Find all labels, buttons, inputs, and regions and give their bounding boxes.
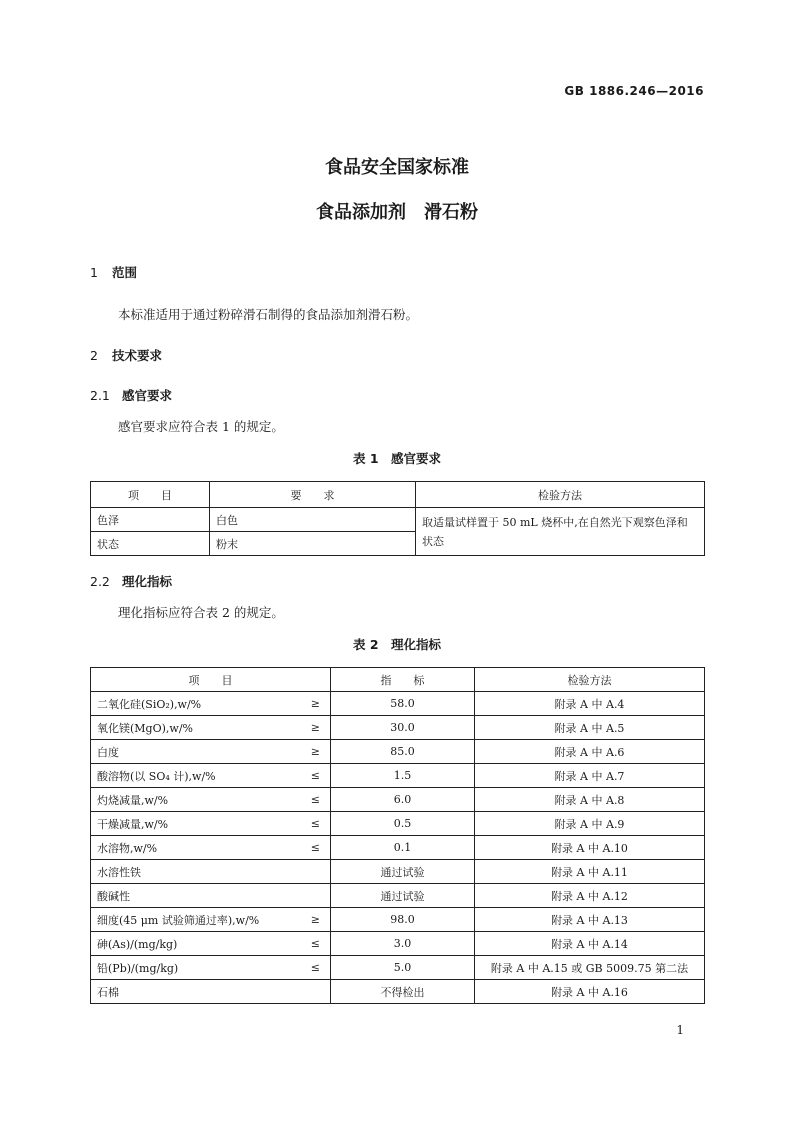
item-cell: [91, 860, 331, 884]
item-name: 氧化镁(MgO),w/%: [97, 721, 193, 735]
section-2-1-text: 感官要求应符合表 1 的规定。: [118, 419, 284, 434]
table-2-caption: 表 2 理化指标: [352, 637, 442, 652]
table-row: [91, 884, 705, 908]
indicator-value-cell: 6.0: [331, 788, 475, 812]
table-row: [91, 932, 705, 956]
table-row: [91, 788, 705, 812]
item-cell: [91, 740, 331, 764]
physicochemical-indicators-table: [90, 667, 705, 1004]
table-row: [91, 956, 705, 980]
item-name: 灼烧减量,w/%: [97, 793, 169, 807]
section-1-heading: [90, 263, 137, 281]
document-title: 食品安全国家标准: [325, 157, 469, 178]
section-number: 2.1: [90, 388, 110, 403]
test-method-cell: 附录 A 中 A.13: [475, 908, 705, 932]
comparison-sign: ≤: [310, 841, 320, 854]
item-name: 砷(As)/(mg/kg): [97, 937, 178, 951]
section-2-heading: [90, 346, 162, 364]
item-name: 水溶性铁: [97, 865, 141, 879]
comparison-sign: ≥: [310, 697, 320, 710]
item-cell: [91, 932, 331, 956]
item-name: 干燥减量,w/%: [97, 817, 169, 831]
test-method-cell: 附录 A 中 A.5: [475, 716, 705, 740]
indicator-value-cell: 85.0: [331, 740, 475, 764]
item-name: 二氧化硅(SiO₂),w/%: [97, 697, 202, 711]
section-title: 感官要求: [122, 388, 173, 403]
test-method-cell: 附录 A 中 A.15 或 GB 5009.75 第二法: [475, 956, 705, 980]
method-cell: 取适量试样置于 50 mL 烧杯中,在自然光下观察色泽和状态: [416, 508, 705, 556]
item-cell: [91, 836, 331, 860]
column-header: 检验方法: [475, 668, 705, 692]
test-method-cell: 附录 A 中 A.12: [475, 884, 705, 908]
table-row: [91, 836, 705, 860]
item-name: 石棉: [97, 985, 119, 999]
column-header: 项 目: [91, 668, 331, 692]
test-method-cell: 附录 A 中 A.11: [475, 860, 705, 884]
item-name: 白度: [97, 745, 119, 759]
item-name: 酸碱性: [97, 889, 130, 903]
table-row: [91, 692, 705, 716]
item-cell: [91, 956, 331, 980]
column-header: 指 标: [331, 668, 475, 692]
table-row: [91, 812, 705, 836]
test-method-cell: 附录 A 中 A.8: [475, 788, 705, 812]
item-name: 细度(45 μm 试验筛通过率),w/%: [97, 913, 260, 927]
section-1-text: 本标准适用于通过粉碎滑石制得的食品添加剂滑石粉。: [118, 307, 419, 322]
comparison-sign: ≤: [310, 961, 320, 974]
table-1-caption: 表 1 感官要求: [352, 451, 442, 466]
table-row: [91, 508, 705, 532]
requirement-cell: 白色: [210, 508, 416, 532]
table-row: [91, 764, 705, 788]
table-row: [91, 716, 705, 740]
item-name: 铅(Pb)/(mg/kg): [97, 961, 179, 975]
test-method-cell: 附录 A 中 A.4: [475, 692, 705, 716]
test-method-cell: 附录 A 中 A.16: [475, 980, 705, 1004]
indicator-value-cell: 不得检出: [331, 980, 475, 1004]
section-number: 1: [90, 265, 98, 280]
table-row: [91, 740, 705, 764]
section-2-2-heading: [90, 572, 172, 590]
section-title: 技术要求: [112, 348, 163, 363]
section-number: 2.2: [90, 574, 110, 589]
document-subtitle: 食品添加剂 滑石粉: [316, 202, 478, 223]
comparison-sign: ≤: [310, 769, 320, 782]
standard-code: GB 1886.246—2016: [564, 84, 704, 98]
sensory-requirements-table: [90, 481, 705, 556]
section-2-2-text: 理化指标应符合表 2 的规定。: [118, 605, 284, 620]
item-cell: [91, 812, 331, 836]
column-header: 检验方法: [416, 482, 705, 508]
item-name: 酸溶物(以 SO₄ 计),w/%: [97, 769, 216, 783]
test-method-cell: 附录 A 中 A.7: [475, 764, 705, 788]
column-header: 项 目: [91, 482, 210, 508]
item-cell: [91, 788, 331, 812]
table-header-row: [91, 668, 705, 692]
test-method-cell: 附录 A 中 A.6: [475, 740, 705, 764]
item-cell: [91, 764, 331, 788]
indicator-value-cell: 98.0: [331, 908, 475, 932]
requirement-cell: 粉末: [210, 532, 416, 556]
item-cell: 色泽: [91, 508, 210, 532]
indicator-value-cell: 通过试验: [331, 884, 475, 908]
test-method-cell: 附录 A 中 A.9: [475, 812, 705, 836]
comparison-sign: ≥: [310, 721, 320, 734]
item-cell: [91, 908, 331, 932]
indicator-value-cell: 58.0: [331, 692, 475, 716]
table-row: [91, 980, 705, 1004]
item-cell: [91, 692, 331, 716]
comparison-sign: ≥: [310, 913, 320, 926]
table-row: [91, 908, 705, 932]
indicator-value-cell: 5.0: [331, 956, 475, 980]
test-method-cell: 附录 A 中 A.14: [475, 932, 705, 956]
indicator-value-cell: 通过试验: [331, 860, 475, 884]
column-header: 要 求: [210, 482, 416, 508]
comparison-sign: ≥: [310, 745, 320, 758]
comparison-sign: ≤: [310, 793, 320, 806]
indicator-value-cell: 0.1: [331, 836, 475, 860]
comparison-sign: ≤: [310, 817, 320, 830]
section-title: 理化指标: [122, 574, 173, 589]
comparison-sign: ≤: [310, 937, 320, 950]
item-name: 水溶物,w/%: [97, 841, 158, 855]
item-cell: 状态: [91, 532, 210, 556]
table-row: [91, 860, 705, 884]
indicator-value-cell: 1.5: [331, 764, 475, 788]
item-cell: [91, 980, 331, 1004]
item-cell: [91, 716, 331, 740]
section-number: 2: [90, 348, 98, 363]
table-header-row: [91, 482, 705, 508]
item-cell: [91, 884, 331, 908]
indicator-value-cell: 30.0: [331, 716, 475, 740]
test-method-cell: 附录 A 中 A.10: [475, 836, 705, 860]
section-2-1-heading: [90, 386, 172, 404]
page-number: 1: [676, 1023, 684, 1037]
section-title: 范围: [112, 265, 138, 280]
indicator-value-cell: 3.0: [331, 932, 475, 956]
indicator-value-cell: 0.5: [331, 812, 475, 836]
